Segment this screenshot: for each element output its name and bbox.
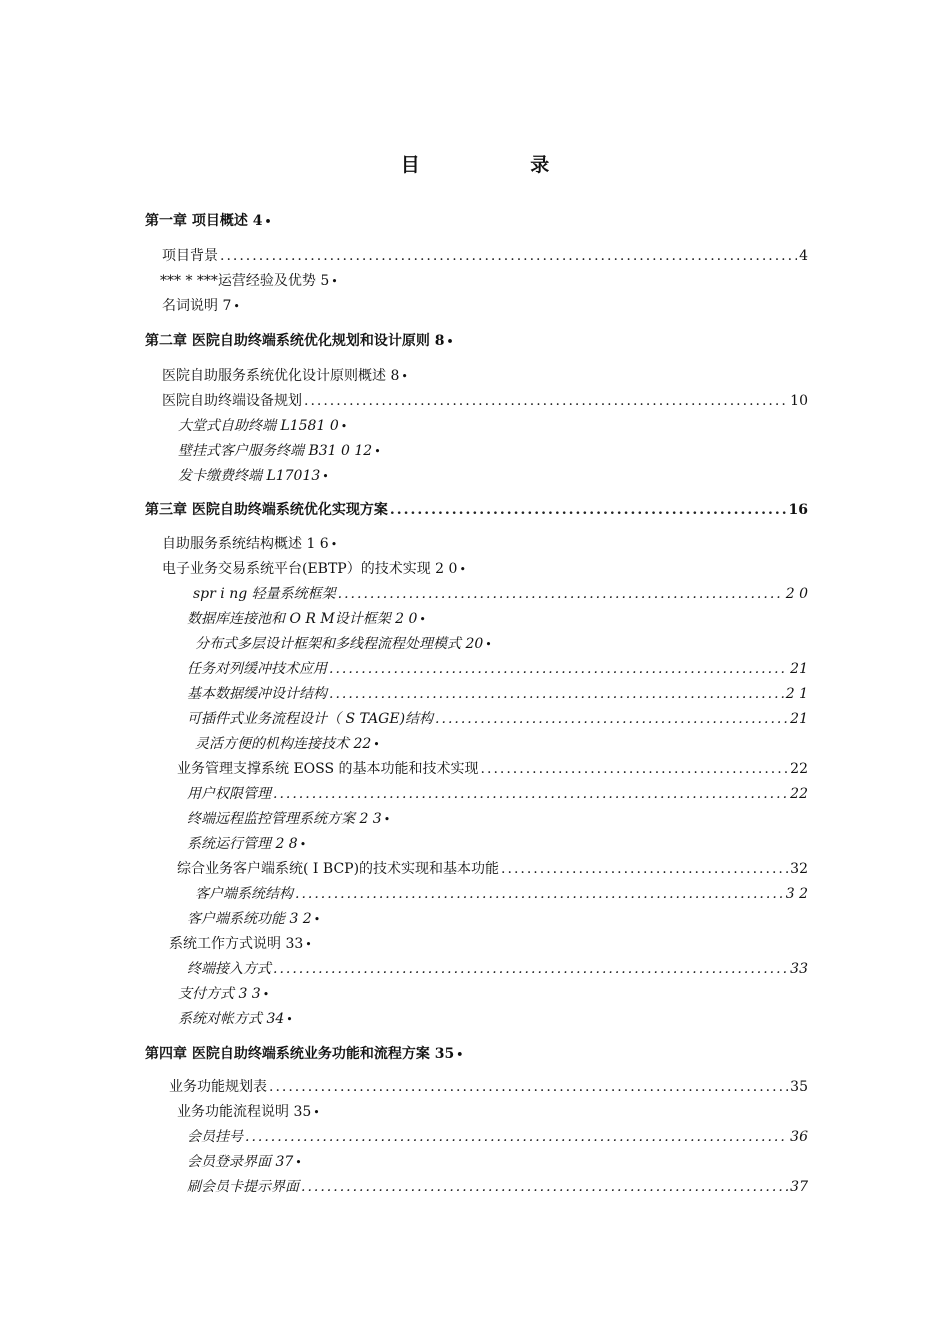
toc-entry-text: 壁挂式客户服务终端 B31 0 12 — [178, 443, 373, 459]
toc-entry-text: 业务功能流程说明 35 — [177, 1104, 312, 1120]
dot-leader — [501, 858, 788, 880]
toc-entry[interactable] — [160, 270, 338, 292]
toc-page-number: 16 — [788, 502, 808, 518]
toc-entry[interactable] — [187, 1126, 808, 1148]
paragraph-mark-icon: • — [446, 335, 454, 348]
toc-entry-text: 数据库连接池和 O R M设计框架 2 0 — [187, 611, 418, 627]
toc-page-number: 2 0 — [785, 586, 808, 602]
toc-entry[interactable] — [187, 658, 808, 680]
paragraph-mark-icon: • — [419, 613, 426, 626]
toc-page-number: 33 — [790, 961, 808, 977]
toc-entry-text: 系统工作方式说明 33 — [169, 936, 304, 952]
toc-entry[interactable] — [187, 808, 390, 830]
paragraph-mark-icon: • — [262, 988, 270, 1001]
toc-entry[interactable] — [177, 1101, 320, 1123]
toc-entry[interactable] — [187, 608, 426, 630]
toc-page-number: 4 — [799, 248, 808, 264]
toc-entry-text: 医院自助服务系统优化设计原则概述 8 — [162, 368, 400, 384]
toc-entry[interactable] — [187, 958, 808, 980]
toc-entry-text: 系统运行管理 2 8 — [187, 836, 298, 852]
dot-leader — [301, 1176, 788, 1198]
paragraph-mark-icon: • — [313, 1106, 320, 1119]
toc-page-number: 10 — [790, 393, 808, 409]
dot-leader — [390, 499, 787, 521]
toc-entry[interactable] — [162, 245, 808, 267]
dot-leader — [273, 783, 788, 805]
toc-entry-text: 名词说明 7 — [162, 298, 232, 314]
toc-entry-text: 任务对列缓冲技术应用 — [187, 661, 327, 677]
toc-entry-text: 灵活方便的机构连接技术 22 — [195, 736, 372, 752]
dot-leader — [273, 958, 788, 980]
dot-leader — [338, 583, 784, 605]
toc-entry[interactable] — [162, 533, 337, 555]
toc-entry[interactable] — [162, 558, 466, 580]
paragraph-mark-icon: • — [305, 938, 312, 951]
toc-entry[interactable] — [178, 465, 329, 487]
dot-leader — [481, 758, 789, 780]
toc-page-number: 36 — [790, 1129, 808, 1145]
paragraph-mark-icon: • — [401, 370, 408, 383]
paragraph-mark-icon: • — [286, 1013, 293, 1026]
toc-entry[interactable] — [187, 708, 808, 730]
toc-entry-text: 第四章 医院自助终端系统业务功能和流程方案 35 — [145, 1046, 455, 1062]
toc-entry-text: spr i ng 轻量系统框架 — [193, 586, 336, 602]
paragraph-mark-icon: • — [340, 420, 348, 433]
toc-chapter-entry[interactable] — [145, 330, 454, 352]
toc-page-number: 21 — [790, 661, 808, 677]
paragraph-mark-icon: • — [295, 1156, 302, 1169]
toc-entry[interactable] — [178, 983, 269, 1005]
paragraph-mark-icon: • — [264, 215, 272, 228]
toc-entry[interactable] — [195, 633, 492, 655]
toc-entry[interactable] — [162, 390, 808, 412]
toc-entry-text: 第三章 医院自助终端系统优化实现方案 — [145, 502, 388, 518]
toc-entry[interactable] — [162, 295, 240, 317]
toc-entry-text: 第一章 项目概述 4 — [145, 213, 263, 229]
toc-chapter-entry[interactable] — [145, 1043, 463, 1065]
paragraph-mark-icon: • — [373, 738, 380, 751]
toc-entry-text: 自助服务系统结构概述 1 6 — [162, 536, 329, 552]
toc-page-number: 32 — [790, 861, 808, 877]
dot-leader — [435, 708, 788, 730]
paragraph-mark-icon: • — [322, 470, 329, 483]
paragraph-mark-icon: • — [233, 300, 240, 313]
toc-entry[interactable] — [195, 883, 808, 905]
paragraph-mark-icon: • — [374, 445, 381, 458]
toc-entry[interactable] — [195, 733, 380, 755]
toc-entry-text: 第二章 医院自助终端系统优化规划和设计原则 8 — [145, 333, 445, 349]
dot-leader — [245, 1126, 788, 1148]
toc-chapter-entry[interactable] — [145, 499, 808, 521]
toc-entry-text: 发卡缴费终端 L17013 — [178, 468, 321, 484]
toc-entry[interactable] — [177, 858, 808, 880]
toc-entry[interactable] — [187, 1176, 808, 1198]
toc-title: 目 录 — [400, 154, 602, 176]
toc-page-number: 22 — [790, 786, 808, 802]
toc-entry[interactable] — [178, 440, 381, 462]
toc-entry-text: 大堂式自助终端 L1581 0 — [178, 418, 339, 434]
toc-entry-text: *** * ***运营经验及优势 5 — [160, 273, 330, 289]
toc-entry[interactable] — [187, 1151, 302, 1173]
paragraph-mark-icon: • — [299, 838, 307, 851]
toc-entry[interactable] — [187, 683, 808, 705]
toc-entry-text: 支付方式 3 3 — [178, 986, 261, 1002]
toc-entry-text: 可插件式业务流程设计（ S TAGE)结构 — [187, 711, 434, 727]
toc-page-number: 35 — [790, 1079, 808, 1095]
toc-entry[interactable] — [187, 908, 320, 930]
paragraph-mark-icon: • — [456, 1048, 464, 1061]
toc-entry[interactable] — [178, 1008, 293, 1030]
toc-entry[interactable] — [169, 933, 312, 955]
toc-page-number: 3 2 — [785, 886, 808, 902]
paragraph-mark-icon: • — [383, 813, 391, 826]
toc-entry-text: 客户端系统结构 — [195, 886, 293, 902]
toc-entry[interactable] — [187, 833, 306, 855]
toc-entry-text: 业务管理支撑系统 EOSS 的基本功能和技术实现 — [177, 761, 479, 777]
toc-entry-text: 会员登录界面 37 — [187, 1154, 294, 1170]
paragraph-mark-icon: • — [331, 275, 338, 288]
paragraph-mark-icon: • — [459, 563, 466, 576]
toc-page-number: 37 — [790, 1179, 808, 1195]
toc-entry[interactable] — [177, 758, 808, 780]
toc-page-number: 2 1 — [785, 686, 808, 702]
toc-entry[interactable] — [178, 415, 347, 437]
toc-chapter-entry[interactable] — [145, 210, 272, 232]
dot-leader — [295, 883, 784, 905]
paragraph-mark-icon: • — [313, 913, 321, 926]
toc-entry[interactable] — [193, 583, 808, 605]
toc-page-number: 22 — [790, 761, 808, 777]
toc-entry-text: 医院自助终端设备规划 — [162, 393, 302, 409]
toc-entry[interactable] — [187, 783, 808, 805]
toc-entry-text: 终端接入方式 — [187, 961, 271, 977]
toc-entry-text: 业务功能规划表 — [169, 1079, 267, 1095]
toc-entry-text: 分布式多层设计框架和多线程流程处理模式 20 — [195, 636, 484, 652]
toc-entry-text: 用户权限管理 — [187, 786, 271, 802]
toc-page-number: 21 — [790, 711, 808, 727]
dot-leader — [329, 658, 788, 680]
toc-entry[interactable] — [169, 1076, 808, 1098]
toc-entry-text: 刷会员卡提示界面 — [187, 1179, 299, 1195]
toc-entry-text: 客户端系统功能 3 2 — [187, 911, 312, 927]
toc-entry-text: 基本数据缓冲设计结构 — [187, 686, 327, 702]
toc-entry[interactable] — [162, 365, 408, 387]
toc-entry-text: 电子业务交易系统平台(EBTP）的技术实现 2 0 — [162, 561, 458, 577]
dot-leader — [220, 245, 797, 267]
toc-entry-text: 终端远程监控管理系统方案 2 3 — [187, 811, 382, 827]
paragraph-mark-icon: • — [330, 538, 338, 551]
toc-entry-text: 系统对帐方式 34 — [178, 1011, 285, 1027]
dot-leader — [329, 683, 784, 705]
toc-entry-text: 综合业务客户端系统( I BCP)的技术实现和基本功能 — [177, 861, 500, 877]
toc-entry-text: 会员挂号 — [187, 1129, 243, 1145]
dot-leader — [269, 1076, 788, 1098]
dot-leader — [304, 390, 788, 412]
paragraph-mark-icon: • — [485, 638, 492, 651]
toc-entry-text: 项目背景 — [162, 248, 218, 264]
